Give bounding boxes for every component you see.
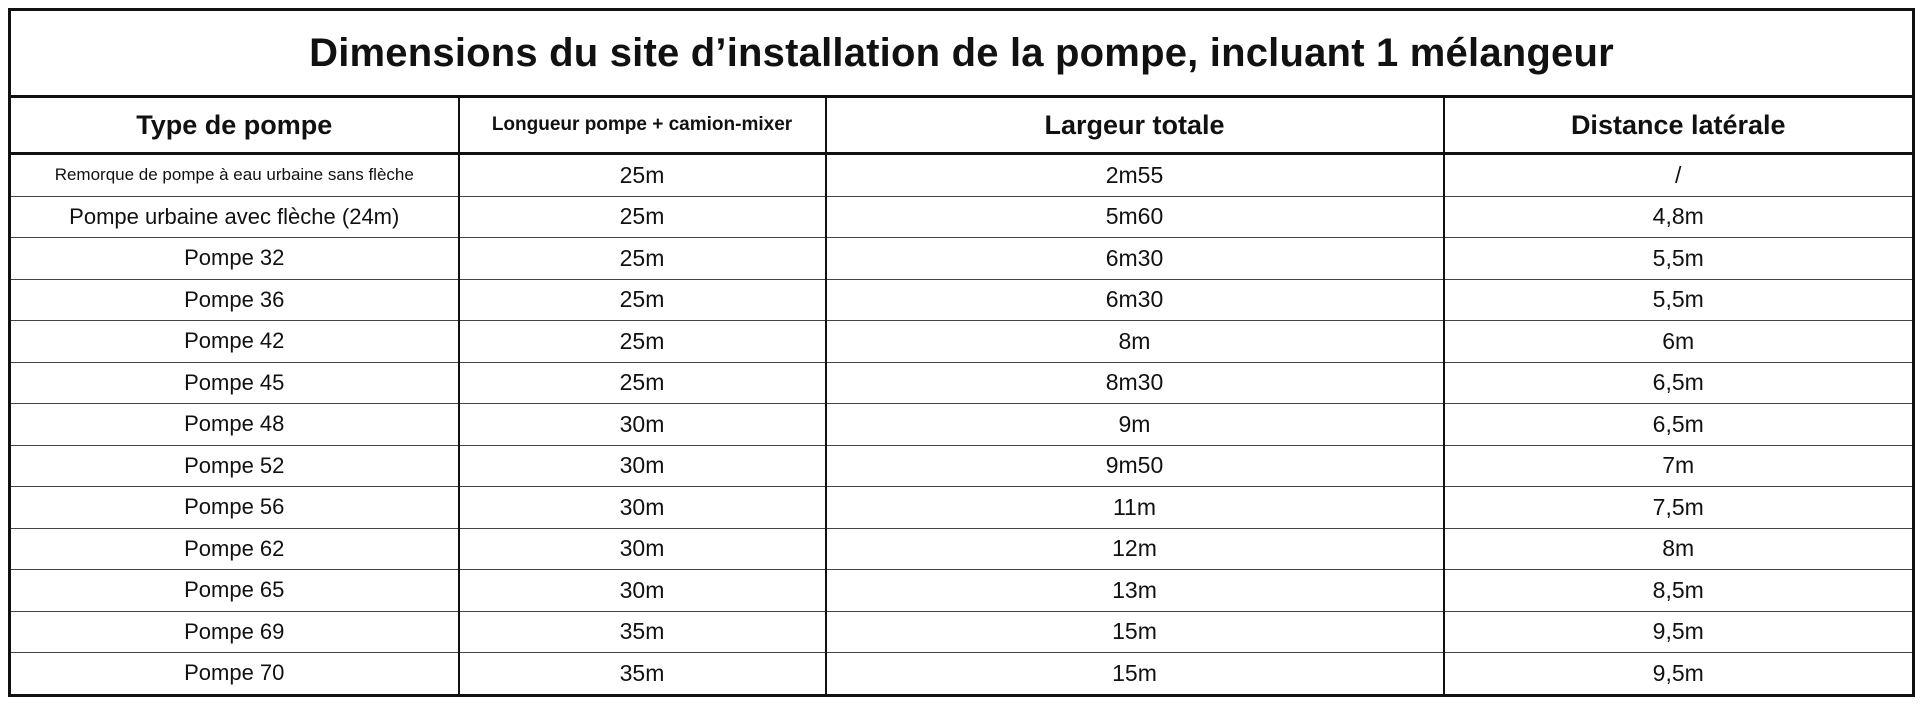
total-width-cell: 12m [826, 528, 1444, 570]
length-cell: 30m [459, 487, 826, 529]
total-width-cell: 9m [826, 404, 1444, 446]
column-header-length: Longueur pompe + camion-mixer [459, 97, 826, 154]
column-header-total-width: Largeur totale [826, 97, 1444, 154]
pump-type-cell: Pompe 56 [10, 487, 459, 529]
pump-type-cell: Pompe 69 [10, 611, 459, 653]
pump-type-cell: Pompe 36 [10, 279, 459, 321]
lateral-distance-cell: 9,5m [1444, 653, 1914, 696]
table-row [10, 487, 1914, 529]
lateral-distance-cell: / [1444, 154, 1914, 197]
pump-type-cell: Pompe 32 [10, 238, 459, 280]
total-width-cell: 8m [826, 321, 1444, 363]
table-row [10, 238, 1914, 280]
pump-type-cell: Pompe 52 [10, 445, 459, 487]
pump-dimensions-table [8, 8, 1915, 697]
total-width-cell: 2m55 [826, 154, 1444, 197]
total-width-cell: 15m [826, 611, 1444, 653]
length-cell: 35m [459, 611, 826, 653]
total-width-cell: 6m30 [826, 238, 1444, 280]
pump-type-cell: Pompe 65 [10, 570, 459, 612]
length-cell: 25m [459, 321, 826, 363]
length-cell: 35m [459, 653, 826, 696]
table-row [10, 362, 1914, 404]
pump-type-cell: Pompe urbaine avec flèche (24m) [10, 196, 459, 238]
table-body [10, 154, 1914, 696]
lateral-distance-cell: 5,5m [1444, 279, 1914, 321]
length-cell: 30m [459, 404, 826, 446]
table-row [10, 528, 1914, 570]
document-page [8, 8, 1920, 709]
total-width-cell: 15m [826, 653, 1444, 696]
lateral-distance-cell: 5,5m [1444, 238, 1914, 280]
lateral-distance-cell: 7,5m [1444, 487, 1914, 529]
total-width-cell: 6m30 [826, 279, 1444, 321]
length-cell: 25m [459, 362, 826, 404]
total-width-cell: 5m60 [826, 196, 1444, 238]
table-row [10, 653, 1914, 696]
length-cell: 25m [459, 279, 826, 321]
header-row [10, 97, 1914, 154]
pump-type-cell: Pompe 70 [10, 653, 459, 696]
pump-type-cell: Pompe 45 [10, 362, 459, 404]
length-cell: 25m [459, 154, 826, 197]
total-width-cell: 11m [826, 487, 1444, 529]
column-header-pump-type: Type de pompe [10, 97, 459, 154]
pump-type-cell: Remorque de pompe à eau urbaine sans flèche [10, 154, 459, 197]
lateral-distance-cell: 7m [1444, 445, 1914, 487]
pump-type-cell: Pompe 42 [10, 321, 459, 363]
title-row [10, 10, 1914, 97]
total-width-cell: 9m50 [826, 445, 1444, 487]
table-row [10, 196, 1914, 238]
lateral-distance-cell: 8m [1444, 528, 1914, 570]
pump-type-cell: Pompe 62 [10, 528, 459, 570]
length-cell: 30m [459, 570, 826, 612]
column-header-lateral-distance: Distance latérale [1444, 97, 1914, 154]
length-cell: 25m [459, 196, 826, 238]
table-title: Dimensions du site d’installation de la pompe, incluant 1 mélangeur [10, 10, 1914, 97]
total-width-cell: 13m [826, 570, 1444, 612]
table-row [10, 154, 1914, 197]
length-cell: 25m [459, 238, 826, 280]
table-row [10, 279, 1914, 321]
lateral-distance-cell: 6m [1444, 321, 1914, 363]
pump-type-cell: Pompe 48 [10, 404, 459, 446]
table-row [10, 570, 1914, 612]
table-row [10, 611, 1914, 653]
table-row [10, 445, 1914, 487]
length-cell: 30m [459, 528, 826, 570]
lateral-distance-cell: 4,8m [1444, 196, 1914, 238]
lateral-distance-cell: 6,5m [1444, 404, 1914, 446]
table-row [10, 404, 1914, 446]
length-cell: 30m [459, 445, 826, 487]
lateral-distance-cell: 6,5m [1444, 362, 1914, 404]
table-row [10, 321, 1914, 363]
total-width-cell: 8m30 [826, 362, 1444, 404]
lateral-distance-cell: 9,5m [1444, 611, 1914, 653]
lateral-distance-cell: 8,5m [1444, 570, 1914, 612]
